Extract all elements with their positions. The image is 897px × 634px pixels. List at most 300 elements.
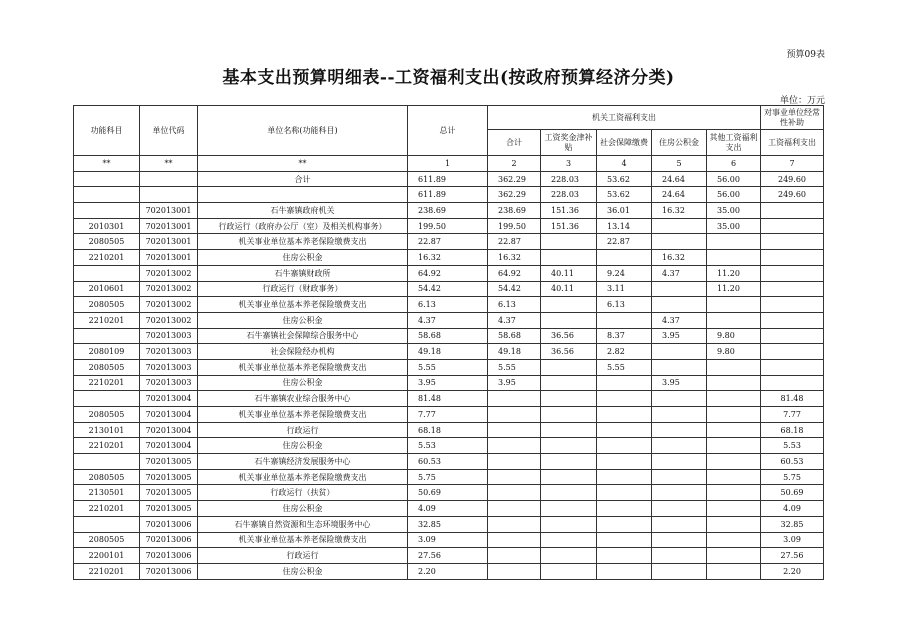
header-pub-wage: 工资福利支出 (761, 130, 824, 156)
table-cell: 58.68 (488, 328, 541, 344)
table-cell: 16.32 (488, 250, 541, 266)
table-cell: 702013006 (140, 516, 198, 532)
table-cell (707, 532, 761, 548)
table-cell (541, 485, 597, 501)
table-cell (597, 501, 652, 517)
table-cell (652, 516, 707, 532)
table-cell (198, 187, 408, 203)
table-cell: 2210201 (74, 501, 140, 517)
index-cell: 5 (652, 156, 707, 172)
table-cell (541, 454, 597, 470)
table-cell (597, 469, 652, 485)
table-cell: 16.32 (652, 250, 707, 266)
table-cell (597, 532, 652, 548)
table-cell: 2080109 (74, 344, 140, 360)
table-cell (488, 501, 541, 517)
table-cell: 50.69 (761, 485, 824, 501)
index-cell: 2 (488, 156, 541, 172)
table-cell (597, 454, 652, 470)
table-cell (74, 203, 140, 219)
table-cell: 6.13 (488, 297, 541, 313)
table-cell: 住房公积金 (198, 501, 408, 517)
table-cell: 199.50 (488, 218, 541, 234)
table-cell: 3.11 (597, 281, 652, 297)
table-row (74, 297, 824, 313)
table-cell: 4.37 (652, 312, 707, 328)
header-unit-name: 单位名称(功能科目) (198, 106, 408, 156)
table-cell (652, 422, 707, 438)
table-row (74, 422, 824, 438)
table-cell (652, 563, 707, 579)
table-cell: 702013001 (140, 203, 198, 219)
table-cell: 702013005 (140, 485, 198, 501)
table-cell (488, 469, 541, 485)
table-cell: 24.64 (652, 171, 707, 187)
table-cell: 6.13 (597, 297, 652, 313)
table-cell: 611.89 (408, 171, 488, 187)
table-cell: 40.11 (541, 265, 597, 281)
page-title: 基本支出预算明细表--工资福利支出(按政府预算经济分类) (222, 68, 675, 88)
table-cell (707, 469, 761, 485)
table-cell (541, 234, 597, 250)
table-cell: 702013004 (140, 438, 198, 454)
table-cell (488, 548, 541, 564)
table-row (74, 438, 824, 454)
table-cell: 702013005 (140, 454, 198, 470)
table-cell: 32.85 (408, 516, 488, 532)
table-cell (707, 454, 761, 470)
table-cell: 社会保险经办机构 (198, 344, 408, 360)
table-cell: 2210201 (74, 563, 140, 579)
table-cell (597, 250, 652, 266)
table-cell: 5.53 (761, 438, 824, 454)
table-cell: 2010601 (74, 281, 140, 297)
table-cell: 住房公积金 (198, 563, 408, 579)
table-cell: 2200101 (74, 548, 140, 564)
table-cell (140, 171, 198, 187)
table-cell (597, 438, 652, 454)
table-cell: 702013005 (140, 469, 198, 485)
index-cell: ** (198, 156, 408, 172)
table-cell (74, 516, 140, 532)
table-cell (597, 422, 652, 438)
table-cell: 702013004 (140, 422, 198, 438)
table-cell (652, 548, 707, 564)
table-cell: 4.09 (408, 501, 488, 517)
table-cell: 238.69 (408, 203, 488, 219)
table-cell: 702013004 (140, 391, 198, 407)
table-cell: 702013001 (140, 250, 198, 266)
table-cell: 702013004 (140, 407, 198, 423)
table-cell (541, 422, 597, 438)
table-cell: 56.00 (707, 171, 761, 187)
table-cell (597, 563, 652, 579)
table-cell: 2.20 (761, 563, 824, 579)
table-row (74, 454, 824, 470)
table-cell: 5.75 (761, 469, 824, 485)
table-cell: 49.18 (408, 344, 488, 360)
index-cell: 7 (761, 156, 824, 172)
table-cell (74, 454, 140, 470)
table-cell (541, 297, 597, 313)
table-cell: 6.13 (408, 297, 488, 313)
table-row (74, 391, 824, 407)
index-row (74, 156, 824, 172)
table-cell: 2210201 (74, 250, 140, 266)
table-cell (761, 203, 824, 219)
table-cell: 2210201 (74, 438, 140, 454)
table-cell (707, 422, 761, 438)
table-cell (488, 454, 541, 470)
table-cell: 35.00 (707, 203, 761, 219)
table-cell (488, 407, 541, 423)
table-cell (541, 250, 597, 266)
table-cell: 36.01 (597, 203, 652, 219)
table-cell: 54.42 (408, 281, 488, 297)
header-other: 其他工资福利支出 (707, 130, 761, 156)
table-cell: 702013002 (140, 265, 198, 281)
table-cell (488, 422, 541, 438)
table-cell: 2080505 (74, 532, 140, 548)
index-cell: 3 (541, 156, 597, 172)
table-cell (652, 407, 707, 423)
table-cell: 3.95 (652, 375, 707, 391)
table-cell: 702013002 (140, 281, 198, 297)
table-cell: 64.92 (488, 265, 541, 281)
index-cell: ** (140, 156, 198, 172)
table-cell: 石牛寨镇自然资源和生态环境服务中心 (198, 516, 408, 532)
table-cell: 16.32 (652, 203, 707, 219)
table-cell (761, 359, 824, 375)
table-row (74, 281, 824, 297)
table-cell (761, 250, 824, 266)
table-row (74, 234, 824, 250)
table-cell: 行政运行（财政事务） (198, 281, 408, 297)
header-sum: 合计 (488, 130, 541, 156)
table-cell: 住房公积金 (198, 375, 408, 391)
table-cell: 68.18 (761, 422, 824, 438)
table-cell (541, 501, 597, 517)
header-group-pub: 对事业单位经常性补助 (761, 106, 824, 130)
table-cell (707, 359, 761, 375)
table-cell: 石牛寨镇财政所 (198, 265, 408, 281)
table-cell (707, 250, 761, 266)
table-cell: 3.95 (652, 328, 707, 344)
table-row (74, 501, 824, 517)
table-cell: 702013002 (140, 312, 198, 328)
table-cell (652, 344, 707, 360)
table-row (74, 328, 824, 344)
table-cell (707, 501, 761, 517)
table-cell (597, 391, 652, 407)
table-cell: 3.95 (408, 375, 488, 391)
table-row (74, 250, 824, 266)
table-cell: 3.09 (408, 532, 488, 548)
table-cell: 53.62 (597, 171, 652, 187)
table-cell (761, 218, 824, 234)
table-cell: 2130501 (74, 485, 140, 501)
table-cell: 2080505 (74, 359, 140, 375)
table-cell: 2210201 (74, 375, 140, 391)
table-cell: 住房公积金 (198, 312, 408, 328)
table-cell: 5.75 (408, 469, 488, 485)
table-cell (652, 532, 707, 548)
table-cell: 362.29 (488, 187, 541, 203)
table-cell (707, 234, 761, 250)
table-cell: 2080505 (74, 469, 140, 485)
table-cell (707, 485, 761, 501)
header-unit-code: 单位代码 (140, 106, 198, 156)
table-row (74, 171, 824, 187)
table-row (74, 187, 824, 203)
table-cell: 石牛寨镇政府机关 (198, 203, 408, 219)
table-cell: 702013001 (140, 218, 198, 234)
table-cell: 5.55 (408, 359, 488, 375)
header-func-code: 功能科目 (74, 106, 140, 156)
header-housing: 住房公积金 (652, 130, 707, 156)
header-social: 社会保障缴费 (597, 130, 652, 156)
table-cell (541, 548, 597, 564)
table-cell: 702013003 (140, 375, 198, 391)
table-cell (652, 234, 707, 250)
table-cell (541, 532, 597, 548)
table-cell (652, 438, 707, 454)
table-cell: 机关事业单位基本养老保险缴费支出 (198, 297, 408, 313)
index-cell: 4 (597, 156, 652, 172)
table-cell: 石牛寨镇农业综合服务中心 (198, 391, 408, 407)
table-cell: 石牛寨镇经济发展服务中心 (198, 454, 408, 470)
table-cell (541, 438, 597, 454)
table-cell (652, 359, 707, 375)
table-cell (541, 375, 597, 391)
table-cell: 机关事业单位基本养老保险缴费支出 (198, 407, 408, 423)
table-cell (488, 516, 541, 532)
table-row (74, 344, 824, 360)
table-cell: 16.32 (408, 250, 488, 266)
table-row (74, 218, 824, 234)
table-cell: 702013003 (140, 328, 198, 344)
table-cell (541, 516, 597, 532)
table-cell: 702013006 (140, 548, 198, 564)
table-cell: 22.87 (597, 234, 652, 250)
table-cell (541, 407, 597, 423)
table-cell (761, 328, 824, 344)
table-cell (488, 485, 541, 501)
table-cell (74, 187, 140, 203)
table-cell: 702013002 (140, 297, 198, 313)
table-cell: 7.77 (761, 407, 824, 423)
table-cell (707, 297, 761, 313)
table-cell: 机关事业单位基本养老保险缴费支出 (198, 234, 408, 250)
table-row (74, 485, 824, 501)
table-cell: 81.48 (408, 391, 488, 407)
table-row (74, 375, 824, 391)
table-cell: 行政运行 (198, 422, 408, 438)
table-cell: 362.29 (488, 171, 541, 187)
table-cell (761, 234, 824, 250)
table-cell (541, 359, 597, 375)
table-cell: 24.64 (652, 187, 707, 203)
table-row (74, 469, 824, 485)
header-group-org: 机关工资福利支出 (488, 106, 761, 130)
table-cell (707, 312, 761, 328)
table-cell (707, 438, 761, 454)
header-wage: 工资奖金津补贴 (541, 130, 597, 156)
table-cell (140, 187, 198, 203)
table-cell (541, 391, 597, 407)
table-cell: 611.89 (408, 187, 488, 203)
table-cell: 机关事业单位基本养老保险缴费支出 (198, 359, 408, 375)
table-cell: 702013003 (140, 359, 198, 375)
table-row (74, 407, 824, 423)
table-cell (597, 516, 652, 532)
table-cell: 2130101 (74, 422, 140, 438)
table-cell (597, 312, 652, 328)
table-cell (652, 485, 707, 501)
table-cell: 4.37 (488, 312, 541, 328)
table-cell (488, 532, 541, 548)
table-cell (707, 516, 761, 532)
table-cell: 行政运行（扶贫） (198, 485, 408, 501)
table-cell (541, 563, 597, 579)
table-cell: 81.48 (761, 391, 824, 407)
table-cell: 机关事业单位基本养老保险缴费支出 (198, 469, 408, 485)
table-cell (652, 501, 707, 517)
header-total: 总计 (408, 106, 488, 156)
table-cell (488, 438, 541, 454)
table-cell: 4.37 (652, 265, 707, 281)
table-cell: 9.80 (707, 328, 761, 344)
table-cell: 36.56 (541, 344, 597, 360)
table-cell: 22.87 (408, 234, 488, 250)
table-cell (488, 391, 541, 407)
table-cell: 合计 (198, 171, 408, 187)
table-cell: 702013005 (140, 501, 198, 517)
index-cell: 6 (707, 156, 761, 172)
table-cell: 5.53 (408, 438, 488, 454)
table-row (74, 203, 824, 219)
table-cell (597, 485, 652, 501)
table-cell: 13.14 (597, 218, 652, 234)
table-cell: 32.85 (761, 516, 824, 532)
table-cell: 58.68 (408, 328, 488, 344)
table-cell (707, 563, 761, 579)
table-cell: 3.95 (488, 375, 541, 391)
table-row (74, 516, 824, 532)
unit-label: 单位：万元 (779, 96, 825, 106)
table-cell: 68.18 (408, 422, 488, 438)
table-row (74, 359, 824, 375)
table-cell: 27.56 (761, 548, 824, 564)
table-row (74, 532, 824, 548)
table-cell (707, 548, 761, 564)
table-cell: 702013001 (140, 234, 198, 250)
table-cell: 151.36 (541, 203, 597, 219)
table-cell: 702013006 (140, 563, 198, 579)
table-cell: 5.55 (488, 359, 541, 375)
table-cell (541, 469, 597, 485)
table-cell (652, 454, 707, 470)
table-cell (761, 312, 824, 328)
table-cell: 住房公积金 (198, 438, 408, 454)
table-cell (597, 407, 652, 423)
table-row (74, 312, 824, 328)
table-cell: 56.00 (707, 187, 761, 203)
table-cell: 9.80 (707, 344, 761, 360)
table-cell (707, 375, 761, 391)
table-cell (652, 281, 707, 297)
table-cell: 4.37 (408, 312, 488, 328)
table-cell (652, 218, 707, 234)
table-cell: 40.11 (541, 281, 597, 297)
table-cell: 60.53 (761, 454, 824, 470)
budget-table (73, 105, 824, 580)
table-cell: 238.69 (488, 203, 541, 219)
table-cell (761, 265, 824, 281)
table-cell (761, 297, 824, 313)
table-cell (597, 375, 652, 391)
table-cell: 2.20 (408, 563, 488, 579)
table-cell: 249.60 (761, 187, 824, 203)
table-cell (541, 312, 597, 328)
table-cell (74, 328, 140, 344)
table-cell: 4.09 (761, 501, 824, 517)
table-cell (761, 281, 824, 297)
table-cell: 2010301 (74, 218, 140, 234)
table-cell: 702013003 (140, 344, 198, 360)
table-cell (597, 548, 652, 564)
table-cell (488, 563, 541, 579)
table-cell: 228.03 (541, 187, 597, 203)
table-cell: 7.77 (408, 407, 488, 423)
table-cell: 50.69 (408, 485, 488, 501)
table-cell: 49.18 (488, 344, 541, 360)
table-cell (707, 391, 761, 407)
index-cell: 1 (408, 156, 488, 172)
table-cell: 11.20 (707, 281, 761, 297)
table-cell (74, 265, 140, 281)
table-cell: 228.03 (541, 171, 597, 187)
table-cell: 2080505 (74, 407, 140, 423)
table-cell: 249.60 (761, 171, 824, 187)
table-cell (761, 344, 824, 360)
table-cell: 3.09 (761, 532, 824, 548)
table-cell: 2210201 (74, 312, 140, 328)
table-cell: 60.53 (408, 454, 488, 470)
table-cell: 64.92 (408, 265, 488, 281)
table-cell: 9.24 (597, 265, 652, 281)
table-cell (707, 407, 761, 423)
table-cell (652, 391, 707, 407)
table-cell: 机关事业单位基本养老保险缴费支出 (198, 532, 408, 548)
table-row (74, 265, 824, 281)
table-cell: 2080505 (74, 297, 140, 313)
table-cell: 702013006 (140, 532, 198, 548)
table-cell: 54.42 (488, 281, 541, 297)
table-cell: 36.56 (541, 328, 597, 344)
table-cell: 石牛寨镇社会保障综合服务中心 (198, 328, 408, 344)
table-cell: 35.00 (707, 218, 761, 234)
index-cell: ** (74, 156, 140, 172)
table-cell: 行政运行（政府办公厅（室）及相关机构事务） (198, 218, 408, 234)
table-cell: 2.82 (597, 344, 652, 360)
table-cell: 5.55 (597, 359, 652, 375)
table-cell: 199.50 (408, 218, 488, 234)
table-cell: 11.20 (707, 265, 761, 281)
table-row (74, 563, 824, 579)
table-cell (652, 297, 707, 313)
table-cell: 22.87 (488, 234, 541, 250)
